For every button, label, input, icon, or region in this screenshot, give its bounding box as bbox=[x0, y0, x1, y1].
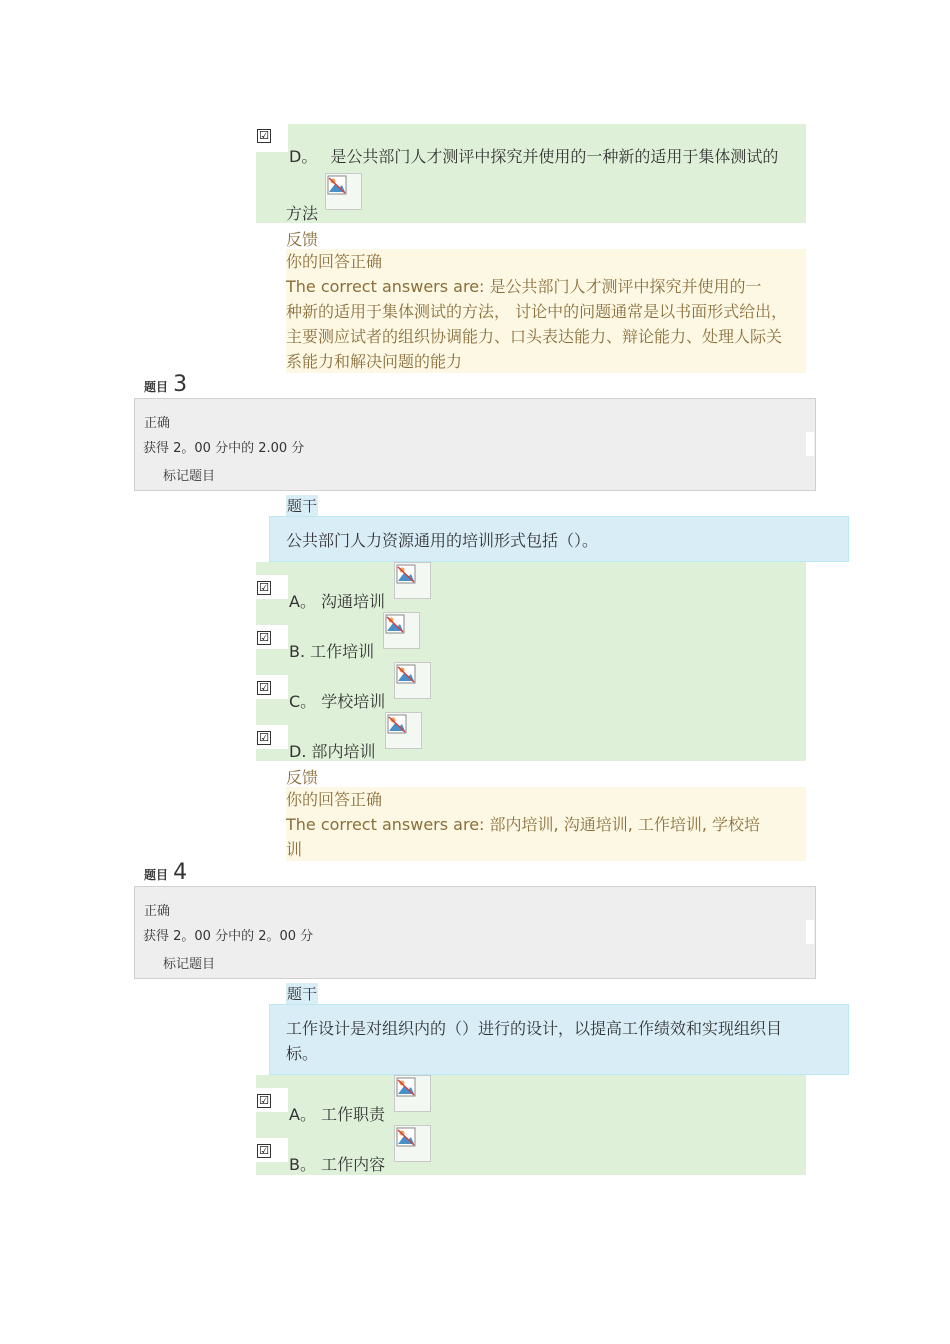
q2-feedback-line: 系能力和解决问题的能力 bbox=[286, 352, 463, 371]
q4-option-b-text: B。 工作内容 bbox=[289, 1155, 386, 1174]
q2-feedback-line: 种新的适用于集体测试的方法， 讨论中的问题通常是以书面形式给出， bbox=[286, 302, 788, 321]
q4-flag-question[interactable]: 标记题目 bbox=[163, 957, 216, 972]
broken-image-icon bbox=[394, 662, 431, 699]
broken-image-icon bbox=[383, 612, 420, 649]
q3-feedback-line: The correct answers are: 部内培训, 沟通培训, 工作培训, 学校培 bbox=[286, 815, 761, 834]
broken-image-icon bbox=[325, 173, 362, 210]
q4-score: 获得 2。00 分中的 2。00 分 bbox=[143, 929, 314, 944]
q3-flag-question[interactable]: 标记题目 bbox=[163, 469, 216, 484]
q3-option-c-text: C。 学校培训 bbox=[289, 692, 386, 711]
q3-option-a-checkbox[interactable]: ☑ bbox=[257, 581, 271, 595]
q2-feedback-line: The correct answers are: 是公共部门人才测评中探究并使用的一 bbox=[286, 277, 762, 296]
q2-option-d-text-line1: 是公共部门人才测评中探究并使用的一种新的适用于集体测试的 bbox=[330, 147, 779, 166]
q4-option-a-checkbox[interactable]: ☑ bbox=[257, 1094, 271, 1108]
q4-stem-label: 题干 bbox=[287, 985, 318, 1003]
q4-info-notch bbox=[806, 920, 814, 944]
q3-option-b-text: B. 工作培训 bbox=[289, 642, 375, 661]
q3-feedback-status: 你的回答正确 bbox=[286, 790, 383, 809]
q4-heading-label: 题目 bbox=[144, 868, 169, 882]
q2-feedback-line: 主要测应试者的组织协调能力、口头表达能力、辩论能力、处理人际关 bbox=[286, 327, 783, 346]
q3-heading-label: 题目 bbox=[144, 380, 169, 394]
q2-option-d-text-line2: 方法 bbox=[286, 204, 319, 223]
q3-option-c-checkbox[interactable]: ☑ bbox=[257, 681, 271, 695]
q3-feedback-text bbox=[286, 812, 811, 862]
broken-image-icon bbox=[394, 1125, 431, 1162]
q2-option-d-letter: D。 bbox=[289, 147, 318, 166]
q4-question-text-line: 标。 bbox=[286, 1044, 319, 1063]
q2-feedback-title: 反馈 bbox=[286, 230, 319, 249]
q3-heading-number: 3 bbox=[173, 372, 188, 397]
q3-feedback-line: 训 bbox=[286, 840, 303, 859]
q2-feedback-text bbox=[286, 274, 811, 374]
q3-feedback-title: 反馈 bbox=[286, 768, 319, 787]
q3-status: 正确 bbox=[144, 416, 171, 431]
broken-image-icon bbox=[385, 712, 422, 749]
q2-option-d-label bbox=[289, 144, 778, 167]
broken-image-icon bbox=[394, 562, 431, 599]
q3-option-d-checkbox[interactable]: ☑ bbox=[257, 731, 271, 745]
q3-heading bbox=[144, 372, 187, 397]
q3-option-a-text: A。 沟通培训 bbox=[289, 592, 386, 611]
q4-option-a-text: A。 工作职责 bbox=[289, 1105, 386, 1124]
q3-option-b-checkbox[interactable]: ☑ bbox=[257, 631, 271, 645]
q4-status: 正确 bbox=[144, 904, 171, 919]
q4-heading-number: 4 bbox=[173, 860, 188, 885]
q3-score: 获得 2。00 分中的 2.00 分 bbox=[143, 441, 305, 456]
q2-feedback-status: 你的回答正确 bbox=[286, 252, 383, 271]
q3-option-d-text: D. 部内培训 bbox=[289, 742, 376, 761]
q3-stem-label: 题干 bbox=[287, 497, 318, 515]
q4-heading bbox=[144, 860, 187, 885]
q4-question-text bbox=[286, 1016, 836, 1066]
q3-info-notch bbox=[806, 432, 814, 456]
broken-image-icon bbox=[394, 1075, 431, 1112]
q4-question-text-line: 工作设计是对组织内的（）进行的设计，以提高工作绩效和实现组织目 bbox=[286, 1019, 783, 1038]
q4-option-b-checkbox[interactable]: ☑ bbox=[257, 1144, 271, 1158]
q3-question-text: 公共部门人力资源通用的培训形式包括（）。 bbox=[286, 531, 599, 550]
q2-option-d-checkbox[interactable]: ☑ bbox=[257, 129, 271, 143]
